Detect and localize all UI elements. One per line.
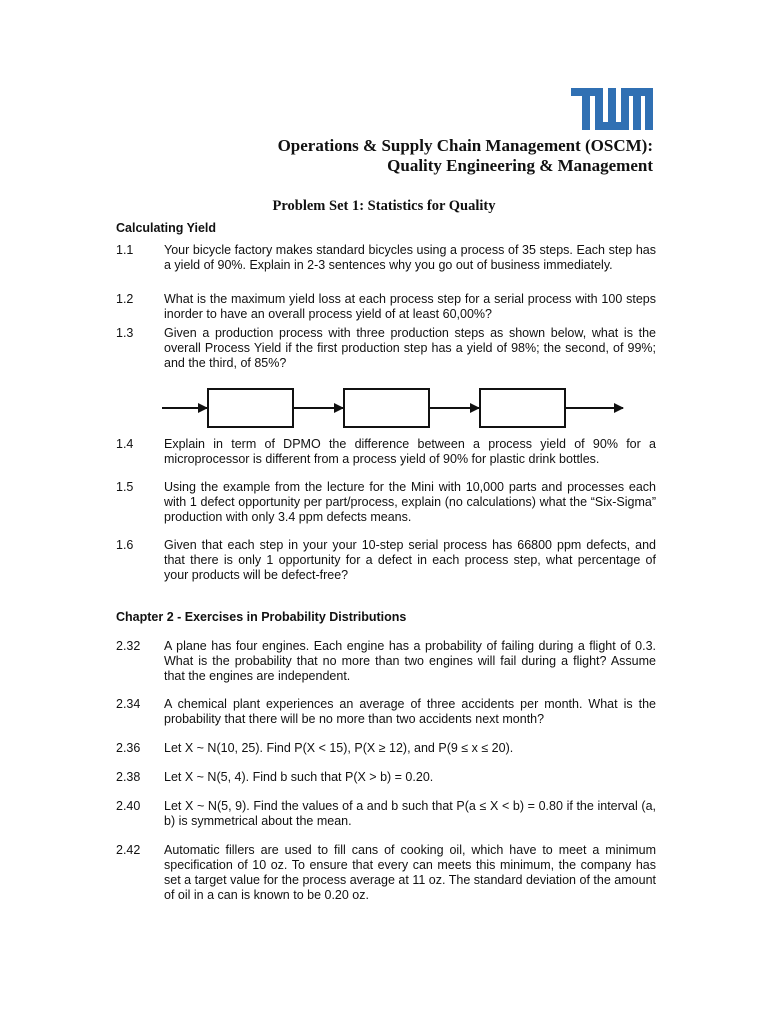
question-text: A chemical plant experiences an average of three accidents per month. What is the probability that there will be no more than two accidents next month? <box>164 697 656 726</box>
question-text: What is the maximum yield loss at each process step for a serial process with 100 steps inorder to have an overall process yield of at least 60,00%? <box>164 292 656 321</box>
process-flow-diagram <box>160 386 630 430</box>
question-text: Let X ~ N(5, 4). Find b such that P(X > b) = 0.20. <box>164 770 434 784</box>
question-text: A plane has four engines. Each engine has a probability of failing during a flight of 0.3. What is the probability that no more than two engines will fail during a flight? Assume that the engines are independent. <box>164 639 656 683</box>
process-step-box-1 <box>208 389 293 427</box>
question-2-38 <box>116 770 656 785</box>
title-line-1: Operations & Supply Chain Management (OSCM): <box>277 136 653 155</box>
question-number: 1.2 <box>116 292 134 306</box>
question-1-2 <box>116 292 656 322</box>
question-number: 2.34 <box>116 697 141 711</box>
section-heading-yield: Calculating Yield <box>116 221 217 235</box>
title-line-2: Quality Engineering & Management <box>387 156 653 175</box>
question-number: 2.42 <box>116 843 141 857</box>
question-text: Let X ~ N(5, 9). Find the values of a and b such that P(a ≤ X < b) = 0.80 if the interval (a, b) is symmetrical about the mean. <box>164 799 656 828</box>
section-heading-chapter-2: Chapter 2 - Exercises in Probability Distributions <box>116 610 407 624</box>
question-number: 2.36 <box>116 741 141 755</box>
tum-logo <box>571 88 653 130</box>
question-1-1 <box>116 243 656 273</box>
process-step-box-2 <box>344 389 429 427</box>
question-number: 1.1 <box>116 243 134 257</box>
document-title <box>278 136 653 176</box>
question-number: 1.6 <box>116 538 134 552</box>
question-2-32 <box>116 639 656 684</box>
question-number: 1.3 <box>116 326 134 340</box>
question-text: Explain in term of DPMO the difference between a process yield of 90% for a microprocessor is different from a process yield of 90% for plastic drink bottles. <box>164 437 656 466</box>
question-2-40 <box>116 799 656 829</box>
question-2-34 <box>116 697 656 727</box>
question-number: 2.32 <box>116 639 141 653</box>
question-text: Given that each step in your your 10-step serial process has 66800 ppm defects, and that there is only 1 opportunity for a defect in each process step, what percentage of your products will be defect-free? <box>164 538 656 582</box>
question-number: 1.5 <box>116 480 134 494</box>
question-1-5 <box>116 480 656 525</box>
question-2-36 <box>116 741 656 756</box>
question-number: 2.40 <box>116 799 141 813</box>
question-text: Let X ~ N(10, 25). Find P(X < 15), P(X ≥ 12), and P(9 ≤ x ≤ 20). <box>164 741 514 755</box>
question-number: 2.38 <box>116 770 141 784</box>
question-text: Automatic fillers are used to fill cans of cooking oil, which have to meet a minimum specification of 10 oz. To ensure that every can meets this minimum, the company has set a target value for the process average at 11 oz. The standard deviation of the amount of oil in a can is known to be 0.20 oz. <box>164 843 656 902</box>
question-1-6 <box>116 538 656 583</box>
question-number: 1.4 <box>116 437 134 451</box>
process-step-box-3 <box>480 389 565 427</box>
question-1-4 <box>116 437 656 467</box>
question-2-42 <box>116 843 656 903</box>
question-1-3 <box>116 326 656 371</box>
question-text: Given a production process with three production steps as shown below, what is the overall Process Yield if the first production step has a yield of 98%; the second, of 99%; and the third, of 85%? <box>164 326 656 370</box>
question-text: Your bicycle factory makes standard bicycles using a process of 35 steps. Each step has a yield of 90%. Explain in 2-3 sentences why you go out of business immediately. <box>164 243 656 272</box>
problem-set-title: Problem Set 1: Statistics for Quality <box>272 198 496 214</box>
question-text: Using the example from the lecture for the Mini with 10,000 parts and processes each with 1 defect opportunity per part/process, explain (no calculations) what the “Six-Sigma” production with only 3.4 ppm defects means. <box>164 480 656 524</box>
